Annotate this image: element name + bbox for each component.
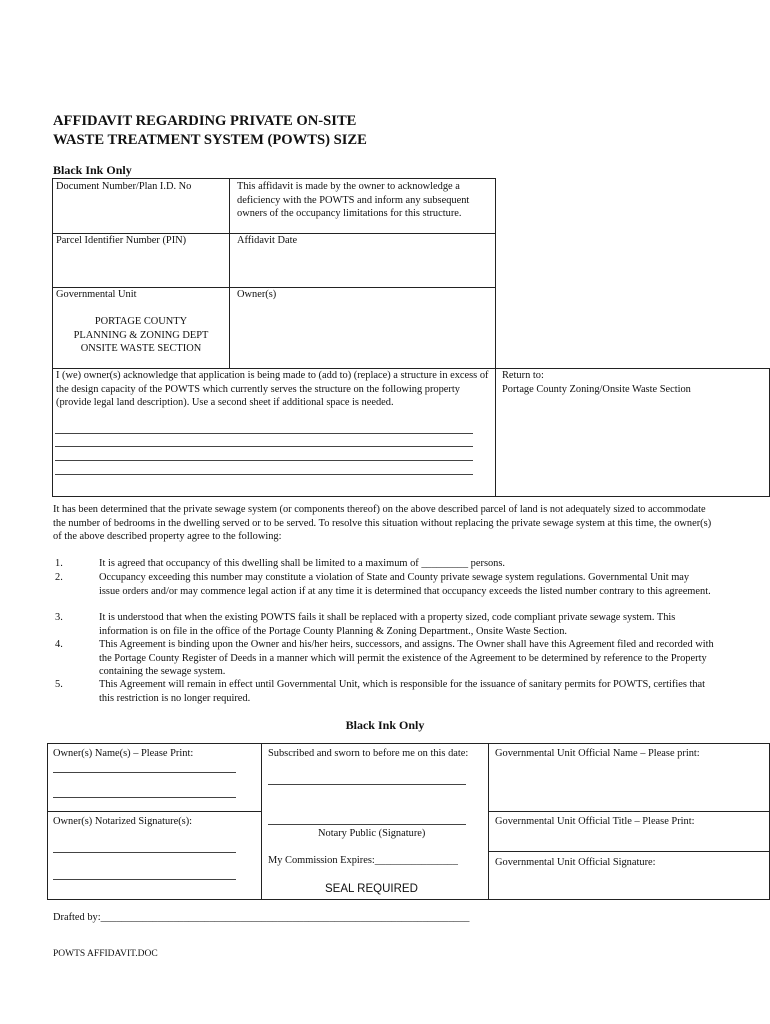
title-line-1: AFFIDAVIT REGARDING PRIVATE ON-SITE	[53, 113, 357, 129]
gov-unit-line-1: PORTAGE COUNTY	[94, 316, 188, 327]
return-to-label: Return to:	[502, 370, 544, 381]
subscribed-label: Subscribed and sworn to before me on this date:	[268, 748, 469, 759]
drafted-by-label: Drafted by:_______________________________________________________________________	[53, 912, 470, 923]
item-5-text: This Agreement will remain in effect until Governmental Unit, which is responsible for the issuance of sanitary permits for POWTS, certifies that this restriction is no longer required.	[99, 679, 706, 704]
sig-box-col-divider-1	[261, 743, 262, 900]
black-ink-notice: Black Ink Only	[53, 163, 132, 177]
doc-number-label: Document Number/Plan I.D. No	[56, 181, 192, 192]
gov-unit-line-2: PLANNING & ZONING DEPT	[73, 329, 209, 341]
title-line-2: WASTE TREATMENT SYSTEM (POWTS) SIZE	[53, 132, 367, 148]
owner-col-row-divider	[47, 811, 261, 812]
affidavit-note: This affidavit is made by the owner to acknowledge a deficiency with the POWTS and inform any subsequent owners of the occupancy limitations for this structure.	[237, 181, 470, 219]
sig-box-bottom-border	[47, 899, 770, 900]
item-2-text: Occupancy exceeding this number may constitute a violation of State and County private sewage system regulations. Governmental Unit may issue orders and/or may commence legal action if at any time it is determined that occupancy exceeds the listed number contrary to this agreement.	[99, 572, 711, 597]
black-ink-notice-2: Black Ink Only	[345, 718, 425, 732]
sig-box-col-divider-2	[488, 743, 489, 900]
footer-filename: POWTS AFFIDAVIT.DOC	[53, 949, 158, 959]
commission-expires-label: My Commission Expires:________________	[268, 855, 458, 866]
sig-box-left-border	[47, 743, 48, 900]
notary-signature-line[interactable]	[268, 824, 466, 825]
sig-box-top-border	[47, 743, 770, 744]
owner-name-line-2[interactable]	[53, 797, 236, 798]
legal-description-line-4[interactable]	[55, 474, 473, 475]
legal-description-line-3[interactable]	[55, 460, 473, 461]
owner-signature-label: Owner(s) Notarized Signature(s):	[53, 816, 193, 827]
document-title	[53, 112, 367, 150]
parcel-label: Parcel Identifier Number (PIN)	[56, 235, 187, 246]
legal-box-bottom-border	[52, 496, 770, 497]
item-3-number: 3.	[55, 612, 63, 623]
header-box-col-divider	[229, 178, 230, 368]
intro-paragraph: It has been determined that the private sewage system (or components thereof) on the above described parcel of land is not adequately sized to accommodate the number of bedrooms in the dwelling served or to be served. To resolve this situation without replacing the private sewage system at this time, the owner(s) of the above described property agree to the following:	[53, 504, 712, 542]
item-1-number: 1.	[55, 558, 63, 569]
item-2-number: 2.	[55, 572, 63, 583]
gov-official-signature-label: Governmental Unit Official Signature:	[495, 857, 656, 868]
gov-unit-value	[56, 315, 226, 356]
owner-signature-line-2[interactable]	[53, 879, 236, 880]
return-to-value: Portage County Zoning/Onsite Waste Section	[502, 384, 691, 395]
header-box-left-border	[52, 178, 53, 497]
gov-unit-label: Governmental Unit	[56, 289, 137, 300]
notary-label: Notary Public (Signature)	[318, 828, 426, 839]
owner-names-label: Owner(s) Name(s) – Please Print:	[53, 748, 194, 759]
legal-description-text: I (we) owner(s) acknowledge that application is being made to (add to) (replace) a structure in excess of the design capacity of the POWTS which currently serves the structure on the following property (provide legal land description). Use a second sheet if additional space is needed.	[56, 370, 489, 408]
gov-unit-line-3: ONSITE WASTE SECTION	[80, 343, 202, 354]
header-box-right-border	[495, 178, 496, 497]
item-4-text: This Agreement is binding upon the Owner and his/her heirs, successors, and assigns. The Owner shall have this Agreement filed and recorded with the Portage County Register of Deeds in a manner which will permit the existence of the Agreement to be determined by reference to the Property containing the sewage system.	[99, 639, 714, 677]
legal-description-line-1[interactable]	[55, 433, 473, 434]
owner-signature-line-1[interactable]	[53, 852, 236, 853]
gov-official-title-label: Governmental Unit Official Title – Please Print:	[495, 816, 695, 827]
affidavit-date-label: Affidavit Date	[237, 235, 298, 246]
subscribed-date-line[interactable]	[268, 784, 466, 785]
gov-official-name-label: Governmental Unit Official Name – Please print:	[495, 748, 700, 759]
header-box-top-border	[52, 178, 495, 179]
gov-col-row-divider-1	[488, 811, 770, 812]
item-5-number: 5.	[55, 679, 63, 690]
item-3-text: It is understood that when the existing POWTS fails it shall be replaced with a property sized, code compliant private sewage system. This information is on file in the office of the Portage County Planning & Zoning Department., Onsite Waste Section.	[99, 612, 676, 637]
item-4-number: 4.	[55, 639, 63, 650]
seal-required-label: SEAL REQUIRED	[325, 883, 418, 895]
owner-name-line-1[interactable]	[53, 772, 236, 773]
legal-description-line-2[interactable]	[55, 446, 473, 447]
owners-label: Owner(s)	[237, 289, 277, 300]
gov-col-row-divider-2	[488, 851, 770, 852]
item-1-text: It is agreed that occupancy of this dwelling shall be limited to a maximum of _________ persons.	[99, 558, 506, 569]
